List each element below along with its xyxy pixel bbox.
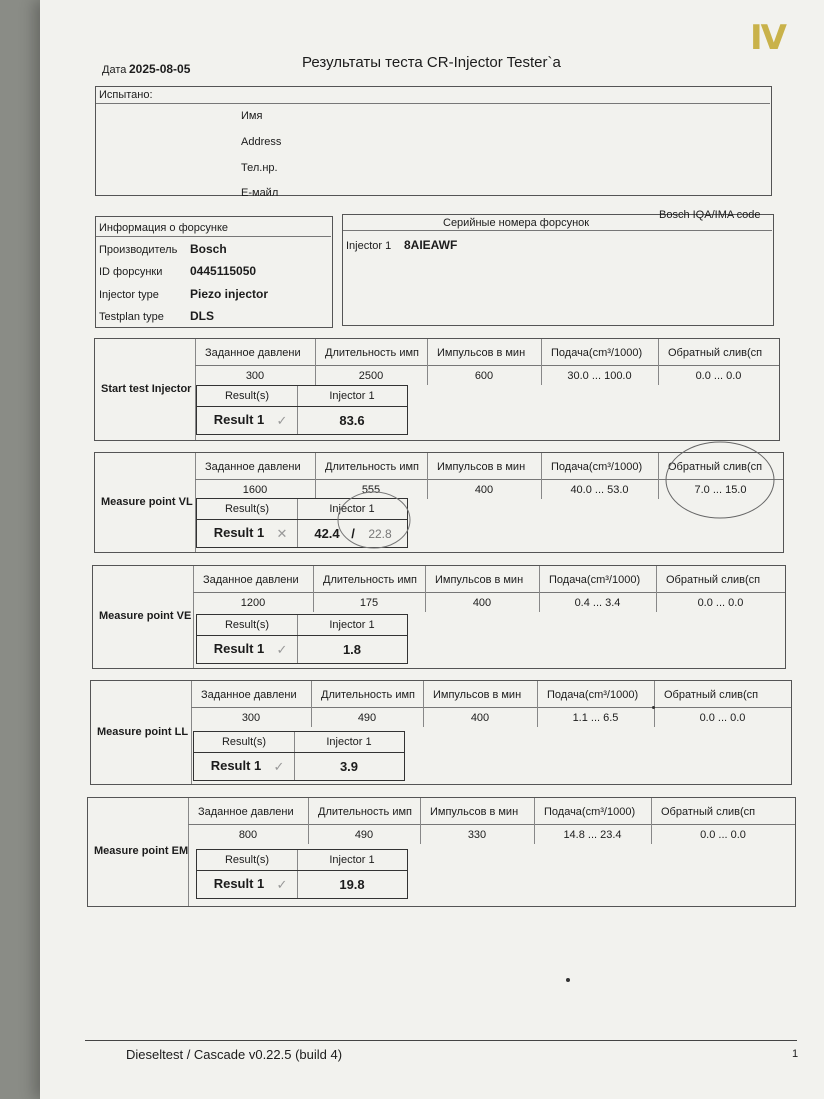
result-value: 83.6: [339, 413, 365, 428]
date-value: 2025-08-05: [129, 62, 191, 76]
value-return-flow: 7.0 ... 15.0: [694, 484, 747, 496]
serials-heading: Серийные номера форсунок: [443, 217, 590, 229]
section-name: Measure point EM: [94, 845, 189, 857]
test-section: [87, 797, 796, 907]
result-table-row-divider: [197, 870, 407, 871]
result-status-mark: ✓: [273, 759, 285, 774]
result-secondary-value: 22.8: [368, 527, 392, 541]
result-value: 3.9: [339, 759, 359, 774]
result-table-row-divider: [194, 752, 404, 753]
section-name-divider: [188, 798, 189, 906]
column-header-duration: Длительность имп: [325, 461, 420, 473]
footer-page-number: 1: [792, 1048, 799, 1060]
result-table-row-divider: [197, 406, 407, 407]
result-table-row-divider: [197, 635, 407, 636]
column-header-delivery: Подача(cm³/1000): [544, 806, 636, 818]
result-status-mark: ✕: [276, 526, 288, 541]
value-pulses: 400: [470, 712, 490, 724]
section-header-divider: [193, 592, 785, 593]
section-name-divider: [193, 566, 194, 668]
value-return-flow: 0.0 ... 0.0: [699, 712, 746, 724]
section-name: Measure point VE: [99, 610, 192, 622]
value-duration: 2500: [358, 370, 384, 382]
info-value-testplan: DLS: [190, 309, 214, 323]
column-header-duration: Длительность имп: [323, 574, 418, 586]
section-name: Measure point LL: [97, 725, 189, 738]
injector-info-heading: Информация о форсунке: [99, 222, 228, 234]
info-label-testplan: Testplan type: [99, 311, 164, 323]
column-header-pressure: Заданное давлени: [205, 347, 301, 359]
injector-label: Injector 1: [326, 736, 372, 748]
value-pulses: 330: [467, 829, 487, 841]
info-label-id: ID форсунки: [99, 266, 163, 278]
paper-speck: [652, 706, 655, 709]
column-header-pulses: Импульсов в мин: [433, 689, 522, 701]
results-label: Result(s): [224, 854, 269, 866]
value-delivery: 0.4 ... 3.4: [574, 597, 621, 609]
date-label: Дата: [102, 64, 127, 76]
injector-info-divider: [96, 236, 331, 237]
injector-label: Injector 1: [329, 854, 375, 866]
result-value: 19.8: [339, 877, 365, 892]
value-pulses: 400: [474, 484, 494, 496]
footer-software: Dieseltest / Cascade v0.22.5 (build 4): [126, 1047, 343, 1062]
value-pulses: 600: [474, 370, 494, 382]
column-header-duration: Длительность имп: [318, 806, 413, 818]
value-pressure: 1600: [242, 484, 268, 496]
field-name: Имя: [241, 110, 263, 122]
value-pressure: 300: [241, 712, 261, 724]
column-header-pressure: Заданное давлени: [203, 574, 299, 586]
result-value: 42.4: [314, 526, 340, 541]
section-name: Start test Injector: [101, 382, 192, 395]
value-pressure: 800: [238, 829, 258, 841]
field-address: Address: [241, 136, 282, 148]
field-email: Е-майл: [241, 187, 279, 199]
result-table: [196, 385, 408, 435]
section-header-divider: [195, 365, 779, 366]
page-title: Результаты теста CR-Injector Tester`a: [302, 54, 561, 71]
result-separator: /: [351, 526, 355, 541]
column-header-pressure: Заданное давлени: [201, 689, 297, 701]
result1-label: Result 1: [213, 525, 265, 540]
column-header-pulses: Импульсов в мин: [430, 806, 519, 818]
injector-label: Injector 1: [329, 619, 375, 631]
serials-divider: [343, 230, 772, 231]
serial-injector-code: 8AIEAWF: [404, 238, 458, 252]
column-header-delivery: Подача(cm³/1000): [549, 574, 641, 586]
column-header-delivery: Подача(cm³/1000): [551, 461, 643, 473]
value-duration: 490: [354, 829, 374, 841]
value-duration: 555: [361, 484, 381, 496]
column-header-return-flow: Обратный слив(сп: [664, 689, 759, 701]
value-pressure: 300: [245, 370, 265, 382]
column-header-pressure: Заданное давлени: [198, 806, 294, 818]
result-table: [193, 731, 405, 781]
result-table: [196, 614, 408, 664]
value-return-flow: 0.0 ... 0.0: [700, 829, 746, 841]
serial-injector-label: Injector 1: [346, 240, 392, 252]
result-status-mark: ✓: [276, 877, 288, 892]
info-label-manufacturer: Производитель: [99, 244, 178, 256]
result1-label: Result 1: [213, 412, 265, 427]
result1-label: Result 1: [213, 876, 265, 891]
tested-divider: [96, 103, 770, 104]
column-header-pulses: Импульсов в мин: [437, 461, 526, 473]
info-value-id: 0445115050: [190, 264, 257, 278]
column-header-return-flow: Обратный слив(сп: [666, 574, 761, 586]
column-header-duration: Длительность имп: [321, 689, 416, 701]
result1-label: Result 1: [213, 641, 265, 656]
value-return-flow: 0.0 ... 0.0: [697, 597, 744, 609]
results-label: Result(s): [224, 619, 269, 631]
result-table: [196, 849, 408, 899]
serials-code-heading: Bosch IQA/IMA code: [659, 209, 761, 221]
section-name: Measure point VL: [101, 495, 193, 508]
value-pressure: 1200: [240, 597, 266, 609]
value-delivery: 1.1 ... 6.5: [572, 712, 619, 724]
column-header-pulses: Импульсов в мин: [437, 347, 526, 359]
value-delivery: 14.8 ... 23.4: [563, 829, 622, 841]
info-value-type: Piezo injector: [190, 287, 269, 301]
info-label-type: Injector type: [99, 289, 159, 301]
info-value-manufacturer: Bosch: [190, 242, 227, 256]
result-status-mark: ✓: [276, 413, 288, 428]
column-header-pressure: Заданное давлени: [205, 461, 301, 473]
column-header-return-flow: Обратный слив(сп: [661, 806, 756, 818]
result1-label: Result 1: [210, 758, 262, 773]
injector-label: Injector 1: [329, 503, 375, 515]
results-label: Result(s): [224, 503, 269, 515]
injector-label: Injector 1: [329, 390, 375, 402]
column-header-duration: Длительность имп: [325, 347, 420, 359]
value-pulses: 400: [472, 597, 492, 609]
value-delivery: 30.0 ... 100.0: [567, 370, 632, 382]
results-label: Result(s): [221, 736, 266, 748]
tested-label: Испытано:: [99, 89, 153, 101]
section-name-divider: [191, 681, 192, 784]
footer-divider: [85, 1040, 797, 1041]
value-delivery: 40.0 ... 53.0: [570, 484, 629, 496]
field-phone: Тел.нр.: [241, 162, 278, 174]
value-duration: 175: [359, 597, 379, 609]
column-header-return-flow: Обратный слив(сп: [668, 461, 763, 473]
column-header-delivery: Подача(cm³/1000): [547, 689, 639, 701]
results-label: Result(s): [224, 390, 269, 402]
value-return-flow: 0.0 ... 0.0: [695, 370, 742, 382]
brand-logo: IV: [750, 18, 785, 58]
handwritten-circle-mark: [334, 488, 414, 552]
column-header-delivery: Подача(cm³/1000): [551, 347, 643, 359]
handwritten-circle-mark: [660, 436, 780, 528]
column-header-pulses: Импульсов в мин: [435, 574, 524, 586]
section-header-divider: [191, 707, 791, 708]
value-duration: 490: [357, 712, 377, 724]
paper-speck: [566, 978, 570, 982]
section-header-divider: [188, 824, 795, 825]
column-header-return-flow: Обратный слив(сп: [668, 347, 763, 359]
result-value: 1.8: [342, 642, 362, 657]
result-status-mark: ✓: [276, 642, 288, 657]
